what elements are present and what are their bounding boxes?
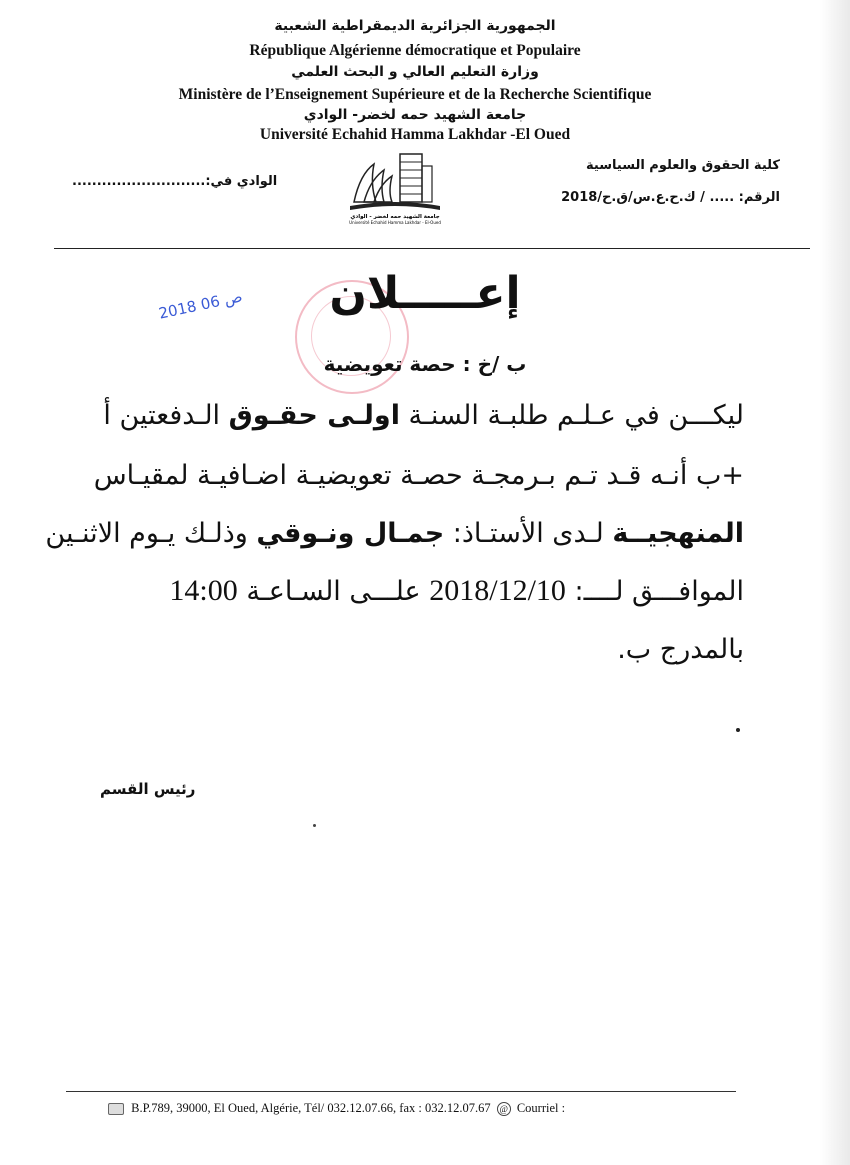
notice-title: إعـــــلان [329,268,521,319]
header-university-ar: جامعة الشهيد حمه لخضر- الوادي [303,107,527,123]
scan-edge-shadow [820,0,850,1165]
university-logo [340,144,450,226]
faculty-name: كلية الحقوق والعلوم السياسية [586,158,780,173]
footer-contact [104,1101,565,1116]
reference-number: الرقم: ..... / ك.ح.ع.س/ق.ح/2018 [561,190,780,205]
stray-dot [313,824,316,827]
signer-title: رئيس القسم [100,780,196,798]
date-stamp: 2018 ص 06 [157,287,244,323]
university-logo-icon [350,154,440,210]
header-divider [54,248,810,249]
line3-text-a: لـدى الأستـاذ: [444,518,613,549]
line1-text-a: ليكـــن في عـلـم طلبـة السنـة [399,400,744,431]
logo-caption-fr: Université Echahid Hamma Lakhdar - El-Oued [349,220,441,225]
notice-subject: ب /خ : حصة تعويضية [323,352,527,376]
header-ministry-fr: Ministère de l’Enseignement Supérieure et de la Recherche Scientifique [178,86,652,103]
header-republic-ar: الجمهورية الجزائرية الديمقراطية الشعبية [274,18,556,34]
session-date: 2018/12/10 [429,574,566,607]
place-date: الوادي في:........................... [72,174,278,189]
notice-body-line-3 [45,518,744,549]
phone-icon [108,1103,124,1115]
notice-body-line-1 [103,400,744,431]
stray-dot [736,728,740,732]
footer-email-label: Courriel : [516,1101,566,1115]
logo-caption-ar: جامعة الشهيد حمه لخضر - الوادي [350,214,440,220]
footer-divider [66,1091,736,1092]
notice-body-line-4 [169,574,744,608]
header-ministry-ar: وزارة التعليم العالي و البحث العلمي [291,64,539,80]
line3-text-b: وذلـك يـوم الاثنـين [45,518,257,549]
line1-text-b: الـدفعتين أ [103,400,229,431]
line3-module-name: المنهجيــة [612,518,744,549]
notice-body-line-5: بالمدرج ب. [617,634,744,665]
email-icon: @ [497,1102,511,1116]
line4-text-a: الموافـــق لــــ: [565,576,744,607]
line3-professor-name: جمـال ونـوقي [256,518,445,549]
notice-body-line-2: +ب أنـه قـد تـم بـرمجـة حصـة تعويضيـة اضـافيـة لمقيـاس [93,460,744,491]
footer-address: B.P.789, 39000, El Oued, Algérie, Tél/ 032.12.07.66, fax : 032.12.07.67 [131,1101,491,1115]
session-time: 14:00 [169,574,238,607]
line1-class-name: اولـى حقـوق [228,400,400,431]
line4-text-b: علـــى السـاعـة [237,576,430,607]
header-university-fr: Université Echahid Hamma Lakhdar -El Oued [259,126,571,143]
header-republic-fr: République Algérienne démocratique et Populaire [249,42,581,59]
